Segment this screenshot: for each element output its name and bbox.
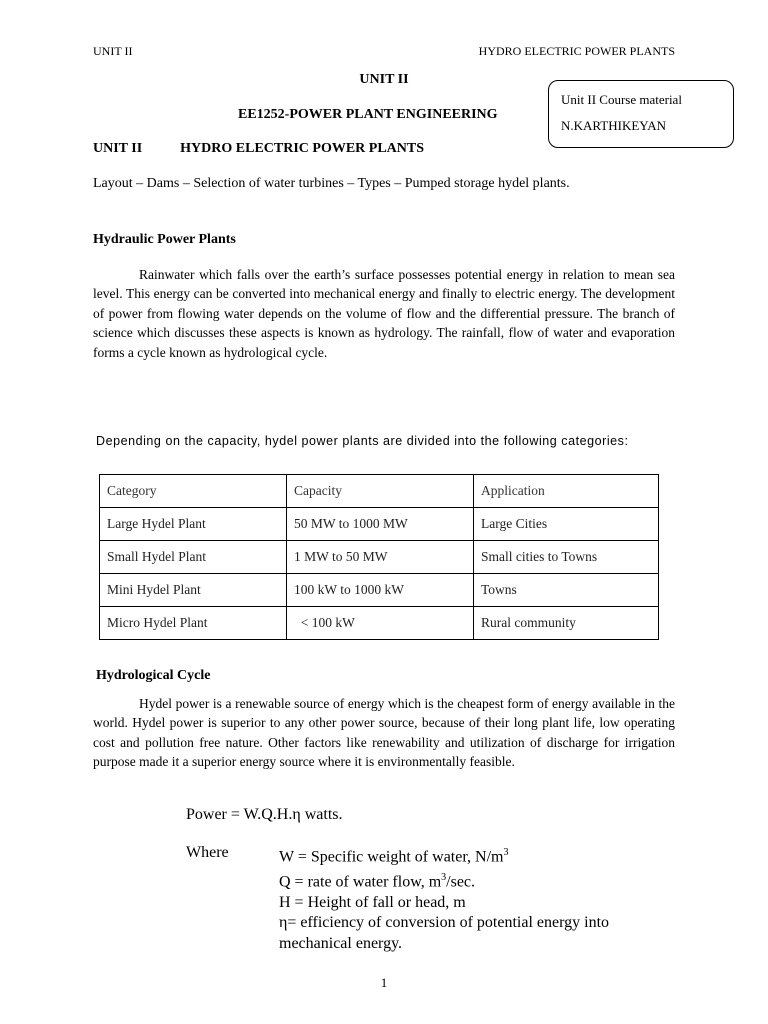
- definition-eta: η= efficiency of conversion of potential energy into: [279, 914, 610, 932]
- table-row: [100, 574, 659, 607]
- definition-w: W = Specific weight of water, $N/m^3$: [279, 847, 509, 866]
- unit-heading-label: UNIT II: [93, 141, 143, 156]
- table-cell: Large Hydel Plant: [100, 508, 287, 541]
- running-header-left: UNIT II: [93, 44, 133, 58]
- syllabus-line: Layout – Dams – Selection of water turbines – Types – Pumped storage hydel plants.: [93, 176, 570, 191]
- page-number: 1: [380, 975, 388, 990]
- where-label: Where: [186, 844, 229, 861]
- table-cell: Small cities to Towns: [474, 541, 659, 574]
- definition-h: H = Height of fall or head, m: [279, 893, 466, 911]
- table-cell: Large Cities: [474, 508, 659, 541]
- paragraph-hydraulic: Rainwater which falls over the earth’s surface possesses potential energy in relation to mean sea level. This energy can be converted into mechanical energy and finally to electric energy. The development of power from flowing water depends on the volume of flow and the differential pressure. The branch of science which discusses these aspects is known as hydrology. The rainfall, flow of water and evaporation forms a cycle known as hydrological cycle.: [93, 267, 675, 360]
- table-row: [100, 607, 659, 640]
- section-heading-hydraulic: Hydraulic Power Plants: [93, 232, 236, 247]
- course-material-label: Unit II Course material: [561, 92, 682, 107]
- variable-definitions: [279, 843, 609, 954]
- author-name: N.KARTHIKEYAN: [561, 118, 667, 133]
- categories-table: [99, 474, 659, 640]
- table-cell: < 100 kW: [287, 607, 474, 640]
- paragraph-hydrological-cycle: Hydel power is a renewable source of energy which is the cheapest form of energy available in the world. Hydel power is superior to any other power source, because of their long plant life, low operating cost and pollution free nature. Other factors like renewability and utilization of discharge for irrigation purpose made it a superior energy source where it is environmentally feasible.: [93, 696, 675, 770]
- table-cell: Rural community: [474, 607, 659, 640]
- table-cell: 50 MW to 1000 MW: [287, 508, 474, 541]
- categories-intro: Depending on the capacity, hydel power plants are divided into the following categories:: [96, 434, 629, 448]
- table-cell: Mini Hydel Plant: [100, 574, 287, 607]
- power-formula: Power = W.Q.H.η watts.: [186, 806, 343, 823]
- unit-heading: [93, 141, 424, 157]
- table-header-row: [100, 475, 659, 508]
- course-title: EE1252-POWER PLANT ENGINEERING: [238, 107, 498, 122]
- table-cell: Towns: [474, 574, 659, 607]
- definition-eta-continued: mechanical energy.: [279, 934, 403, 952]
- section-heading-hydrological-cycle: Hydrological Cycle: [96, 668, 211, 683]
- table-cell: 1 MW to 50 MW: [287, 541, 474, 574]
- table-row: [100, 541, 659, 574]
- definition-q: Q = rate of water flow, $m^3/\sec$.: [279, 871, 476, 891]
- table-cell: Small Hydel Plant: [100, 541, 287, 574]
- running-header-right: HYDRO ELECTRIC POWER PLANTS: [478, 44, 675, 58]
- table-row: [100, 508, 659, 541]
- course-info-box: [548, 80, 734, 148]
- table-cell: Micro Hydel Plant: [100, 607, 287, 640]
- table-header: Application: [474, 475, 659, 508]
- table-cell: 100 kW to 1000 kW: [287, 574, 474, 607]
- unit-heading-subject: HYDRO ELECTRIC POWER PLANTS: [180, 141, 425, 156]
- table-header: Category: [100, 475, 287, 508]
- unit-title: UNIT II: [359, 72, 409, 87]
- table-header: Capacity: [287, 475, 474, 508]
